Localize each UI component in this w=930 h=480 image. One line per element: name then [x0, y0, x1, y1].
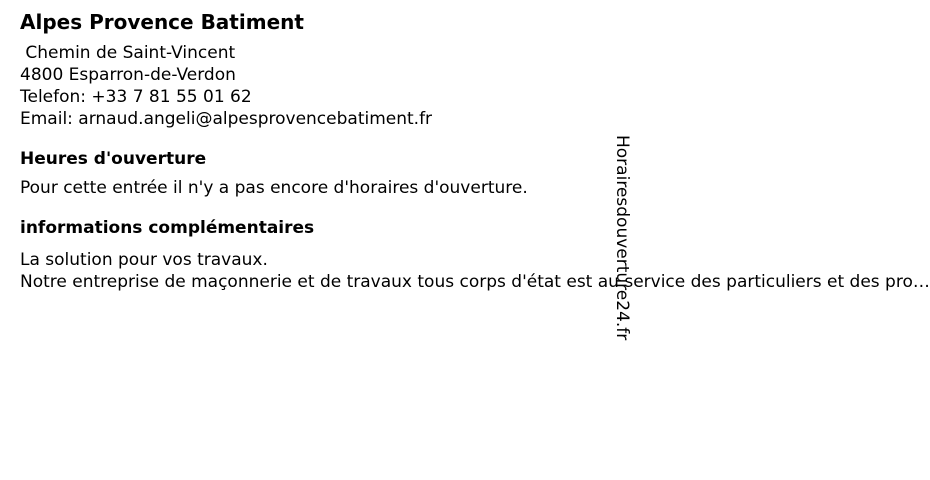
- email-address[interactable]: Email: arnaud.angeli@alpesprovencebatiment.fr: [20, 109, 433, 129]
- phone-number[interactable]: Telefon: +33 7 81 55 01 62: [20, 87, 252, 107]
- business-name: Alpes Provence Batiment: [20, 10, 304, 34]
- additional-info-line2: Notre entreprise de maçonnerie et de travaux tous corps d'état est au service des particuliers et des pro…: [20, 272, 930, 292]
- site-brand-vertical: Horairesdouverture24.fr: [612, 135, 632, 341]
- address-city: 4800 Esparron-de-Verdon: [20, 65, 236, 85]
- additional-info-line1: La solution pour vos travaux.: [20, 250, 268, 270]
- opening-hours-text: Pour cette entrée il n'y a pas encore d'horaires d'ouverture.: [20, 178, 528, 198]
- additional-info-text: [20, 249, 930, 293]
- address-street: Chemin de Saint-Vincent: [20, 43, 236, 63]
- additional-info-heading: informations complémentaires: [20, 218, 315, 238]
- opening-hours-heading: Heures d'ouverture: [20, 149, 207, 169]
